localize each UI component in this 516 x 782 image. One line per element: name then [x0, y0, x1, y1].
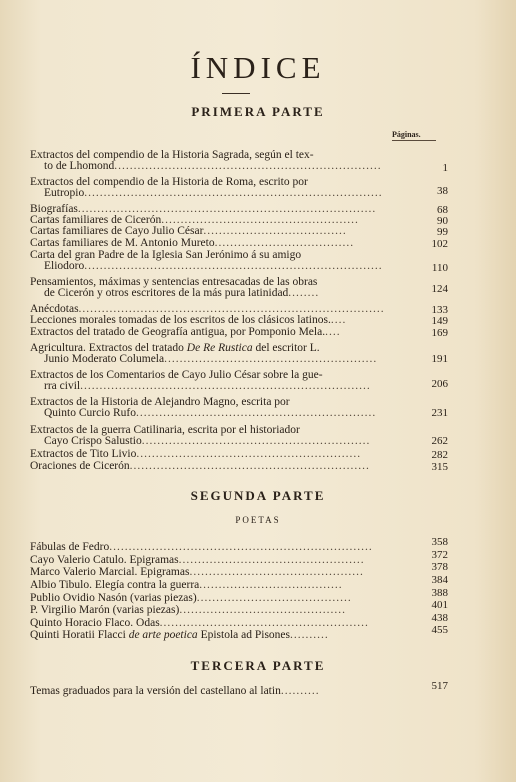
toc-entry — [30, 238, 410, 249]
toc-entry-title: Agricultura. Extractos del tratado De Re Rustica del escritor L. — [30, 342, 320, 354]
leader-dots: ...................................................... — [159, 617, 369, 629]
toc-entry-title: Extractos de los Comentarios de Cayo Julio César sobre la gue- — [30, 369, 323, 381]
leader-dots: ................................................... — [161, 214, 359, 226]
leader-dots: .................................................................... — [109, 541, 373, 553]
title-rule — [222, 93, 250, 94]
toc-entry-title: Albio Tibulo. Elegía contra la guerra — [30, 579, 200, 591]
toc-page-number: 384 — [431, 574, 448, 586]
toc-entry-italic-title: de arte poetica — [125, 629, 201, 641]
toc-entry-title: Cartas familiares de Cayo Julio César — [30, 225, 204, 237]
toc-page-number: 191 — [431, 353, 448, 365]
part1-heading: PRIMERA PARTE — [191, 104, 325, 119]
part2-heading: SEGUNDA PARTE — [190, 488, 326, 503]
toc-entry-title: Extractos de la guerra Catilinaria, escrita por el historiador — [30, 424, 300, 436]
toc-entry — [30, 177, 410, 199]
toc-entry-continuation: Cayo Crispo Salustio........................................................... — [44, 435, 371, 447]
toc-page-number: 149 — [431, 315, 448, 327]
toc-page-number: 517 — [431, 680, 448, 692]
leader-dots: .......................................................... — [136, 448, 362, 460]
toc-page-number: 231 — [431, 407, 448, 419]
toc-entry-continuation: Eliodoro............................................................................. — [44, 260, 383, 272]
toc-entry-title: Pensamientos, máximas y sentencias entresacadas de las obras — [30, 276, 318, 288]
toc-page-number: 110 — [431, 262, 448, 274]
leader-dots: ..................................... — [203, 225, 347, 237]
toc-entry — [30, 686, 410, 697]
leader-dots: ............................................................................. — [84, 187, 383, 199]
toc-entry-title: Biografías — [30, 203, 78, 215]
leader-dots: ........................................... — [179, 604, 346, 616]
toc-entry — [30, 315, 410, 326]
toc-entry-title: Cayo Valerio Catulo. Epigramas — [30, 554, 179, 566]
leader-dots: ............................................. — [189, 566, 364, 578]
toc-page-number: 372 — [431, 549, 448, 561]
toc-entry-title: Marco Valerio Marcial. Epigramas — [30, 566, 190, 578]
part2-subheading: POETAS — [235, 515, 281, 525]
toc-entry — [30, 327, 410, 338]
toc-entry — [30, 449, 410, 460]
leader-dots: ............................................................................. — [84, 260, 383, 272]
toc-page-number: 38 — [437, 185, 448, 197]
toc-page-number: 133 — [431, 304, 448, 316]
toc-entry-title: Quinto Horacio Flaco. Odas — [30, 617, 160, 629]
leader-dots: ............................................................................... — [78, 303, 385, 315]
toc-entry — [30, 343, 410, 365]
toc-entry — [30, 425, 410, 447]
toc-entry-title: Lecciones morales tomadas de los escritos de los clásicos latinos. — [30, 314, 331, 326]
toc-entry-title: Oraciones de Cicerón — [30, 460, 130, 472]
toc-entry-title: Publio Ovidio Nasón (varias piezas) — [30, 592, 197, 604]
toc-entry — [30, 605, 410, 616]
toc-entry-title: Temas graduados para la versión del castellano al latin — [30, 685, 281, 697]
toc-entry-continuation: to de Lhomond..................................................................... — [44, 160, 382, 172]
toc-page-number: 315 — [431, 461, 448, 473]
pages-column-header: Páginas. — [392, 130, 421, 139]
toc-page-number: 206 — [431, 378, 448, 390]
toc-entry — [30, 580, 410, 591]
toc-entry-title: Cartas familiares de M. Antonio Mureto — [30, 237, 215, 249]
leader-dots: ..................................... — [199, 579, 343, 591]
toc-page-number: 1 — [442, 162, 448, 174]
toc-entry — [30, 542, 410, 553]
toc-entry — [30, 618, 410, 629]
leader-dots: .............................................................. — [129, 460, 370, 472]
leader-dots: ..................................................................... — [114, 160, 382, 172]
toc-entry-title: Fábulas de Fedro — [30, 541, 110, 553]
toc-page-number: 124 — [431, 283, 448, 295]
toc-entry — [30, 277, 410, 299]
toc-entry — [30, 630, 410, 641]
toc-page-number: 262 — [431, 435, 448, 447]
leader-dots: ........................................................... — [141, 435, 371, 447]
toc-page-number: 99 — [437, 226, 448, 238]
toc-entry-title: Extractos de Tito Livio — [30, 448, 137, 460]
toc-page-number: 68 — [437, 204, 448, 216]
toc-entry-title: Quinti Horatii Flacci de arte poetica Epistola ad Pisones — [30, 629, 291, 641]
toc-entry — [30, 567, 410, 578]
leader-dots: ........................................ — [196, 592, 352, 604]
toc-entry-title: Carta del gran Padre de la Iglesia San Jerónimo á su amigo — [30, 249, 302, 261]
leader-dots: .................................... — [214, 237, 355, 249]
page-title: ÍNDICE — [190, 50, 326, 85]
toc-page-number: 90 — [437, 215, 448, 227]
toc-page-number: 358 — [431, 536, 448, 548]
toc-entry-italic-title: De Re Rustica — [183, 342, 256, 354]
toc-page-number: 388 — [431, 587, 448, 599]
toc-entry-continuation: Eutropio............................................................................. — [44, 187, 383, 199]
toc-page-number: 169 — [431, 327, 448, 339]
pages-header-rule — [392, 140, 436, 141]
toc-entry-continuation: rra civil........................................................................... — [44, 380, 371, 392]
leader-dots: ............................................................................. — [77, 203, 377, 215]
toc-entry-title: Cartas familiares de Cicerón — [30, 214, 162, 226]
toc-entry-title: Extractos del compendio de la Historia de Roma, escrito por — [30, 176, 308, 188]
toc-page-number: 282 — [431, 449, 448, 461]
toc-entry — [30, 555, 410, 566]
leader-dots: ................................................ — [178, 554, 365, 566]
toc-entry-title: P. Virgilio Marón (varias piezas) — [30, 604, 180, 616]
leader-dots: .... — [330, 314, 347, 326]
toc-entry-title: Anécdotas — [30, 303, 79, 315]
part3-heading: TERCERA PARTE — [190, 658, 326, 673]
toc-entry — [30, 397, 410, 419]
leader-dots: ........................................................................... — [80, 380, 371, 392]
leader-dots: .............................................................. — [136, 407, 377, 419]
toc-entry-continuation: de Cicerón y otros escritores de la más pura latinidad........ — [44, 287, 320, 299]
toc-entry-title: Extractos del tratado de Geografía antigua, por Pomponio Mela. — [30, 326, 326, 338]
leader-dots: .......... — [280, 685, 320, 697]
leader-dots: ........ — [288, 287, 320, 299]
toc-entry — [30, 370, 410, 392]
leader-dots: .......... — [290, 629, 329, 641]
toc-entry — [30, 150, 410, 172]
toc-entry — [30, 593, 410, 604]
toc-entry-title: Extractos del compendio de la Historia Sagrada, según el tex- — [30, 149, 314, 161]
toc-entry-title: Extractos de la Historia de Alejandro Magno, escrita por — [30, 396, 290, 408]
toc-entry-continuation: Quinto Curcio Rufo.............................................................. — [44, 407, 377, 419]
toc-page-number: 438 — [431, 612, 448, 624]
toc-entry-continuation: Junio Moderato Columela....................................................... — [44, 353, 378, 365]
toc-entry — [30, 461, 410, 472]
toc-entry — [30, 250, 410, 272]
toc-page-number: 102 — [431, 238, 448, 250]
toc-page-number: 401 — [431, 599, 448, 611]
toc-page-number: 455 — [431, 624, 448, 636]
leader-dots: .... — [325, 326, 341, 338]
leader-dots: ....................................................... — [164, 353, 378, 365]
toc-entry — [30, 226, 410, 237]
toc-page-number: 378 — [431, 561, 448, 573]
